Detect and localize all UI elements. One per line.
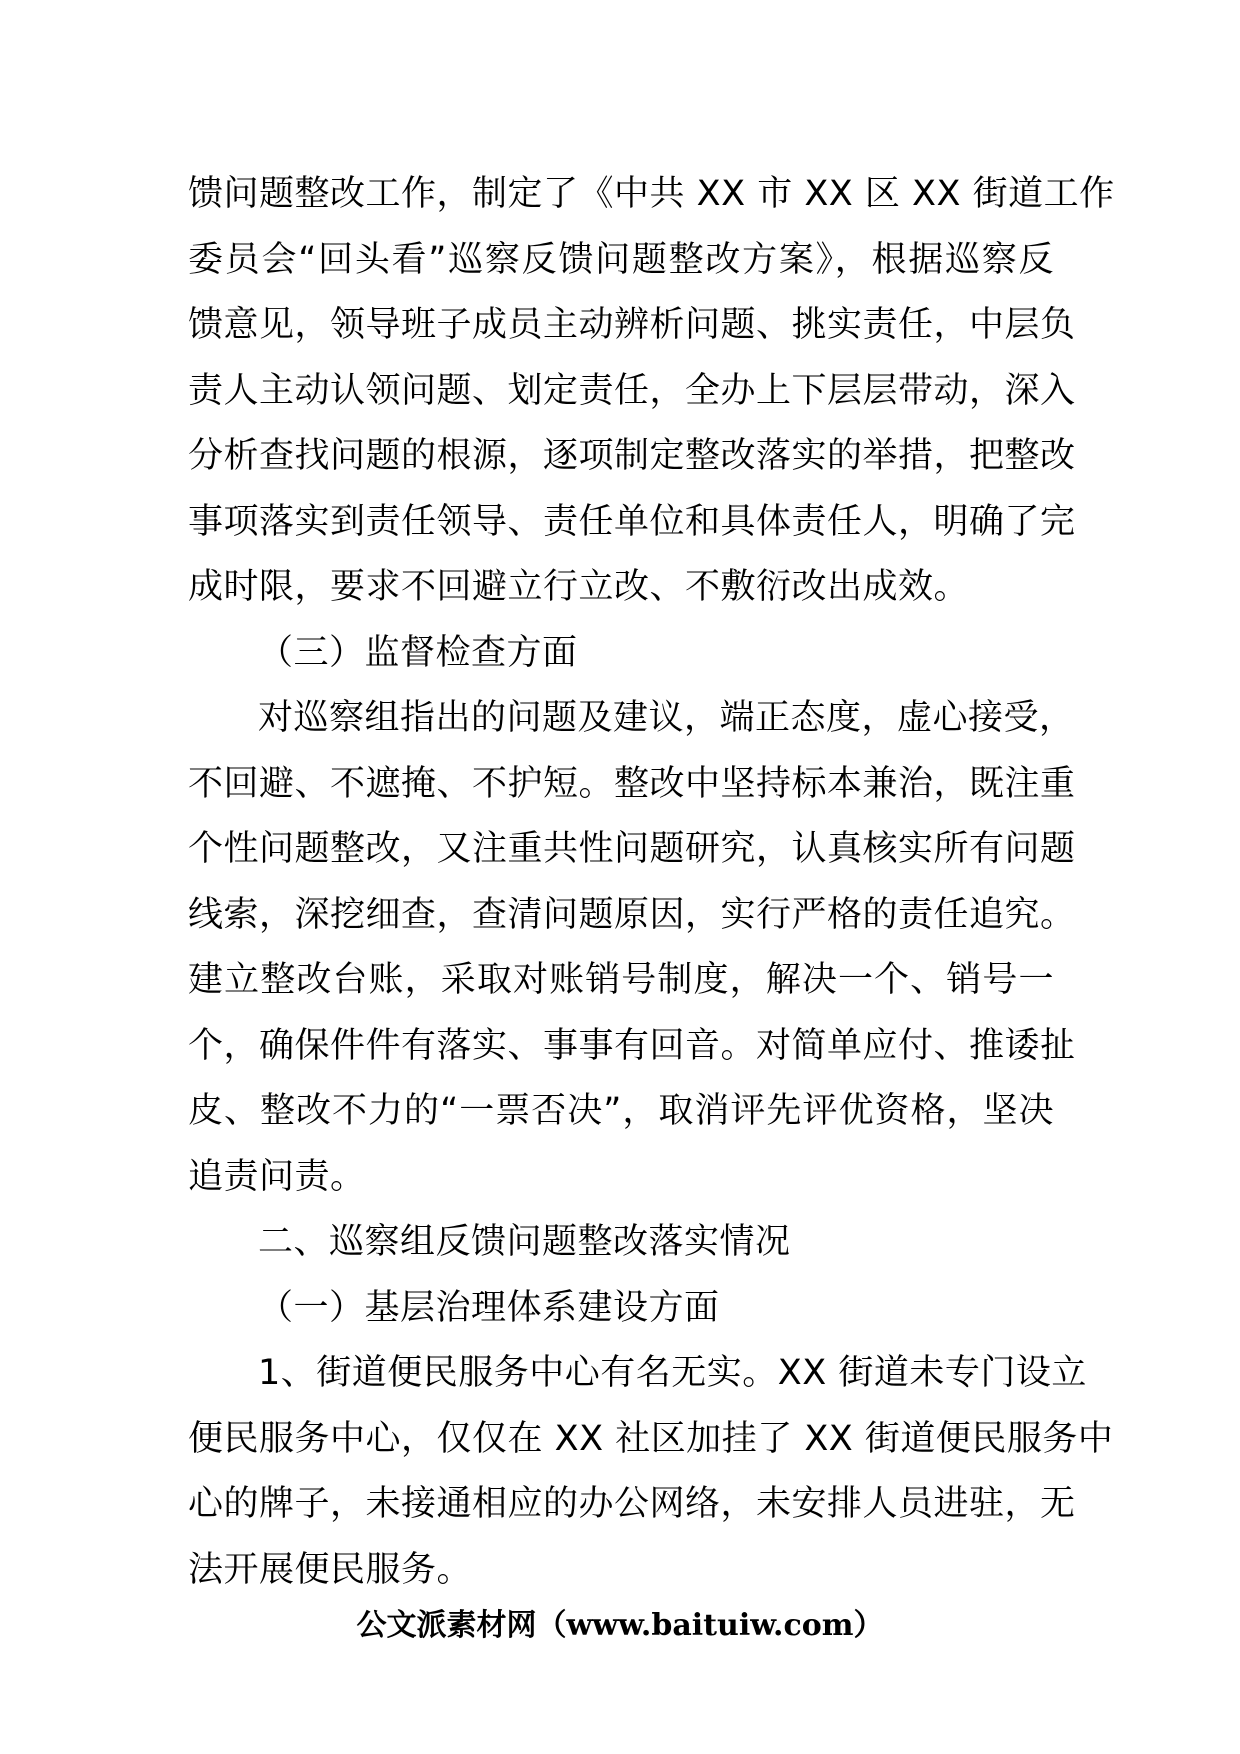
text-line: 个，确保件件有落实、事事有回音。对简单应付、推诿扯 bbox=[188, 1025, 1076, 1066]
section-heading-supervision: （三）监督检查方面 bbox=[258, 632, 578, 673]
text-line: 追责问责。 bbox=[188, 1156, 366, 1197]
text-line: 分析查找问题的根源，逐项制定整改落实的举措，把整改 bbox=[188, 436, 1076, 476]
section-heading-grassroots: （一）基层治理体系建设方面 bbox=[258, 1287, 720, 1328]
text-line: 不回避、不遮掩、不护短。整改中坚持标本兼治，既注重 bbox=[188, 763, 1076, 804]
text-line: 成时限，要求不回避立行立改、不敷衍改出成效。 bbox=[188, 567, 970, 607]
document-body bbox=[188, 162, 1115, 1603]
text-line: 馈意见，领导班子成员主动辨析问题、挑实责任，中层负 bbox=[188, 305, 1076, 345]
text-line: 事项落实到责任领导、责任单位和具体责任人，明确了完 bbox=[188, 501, 1076, 542]
text-line: 个性问题整改，又注重共性问题研究，认真核实所有问题 bbox=[188, 829, 1076, 869]
text-line: 线索，深挖细查，查清问题原因，实行严格的责任追究。 bbox=[188, 894, 1076, 935]
paragraph-item-1 bbox=[188, 1341, 1114, 1603]
text-line: 责人主动认领问题、划定责任，全办上下层层带动，深入 bbox=[188, 370, 1076, 411]
text-line: 建立整改台账，采取对账销号制度，解决一个、销号一 bbox=[188, 960, 1054, 1000]
text-line: 委员会“回头看”巡察反馈问题整改方案》，根据巡察反 bbox=[188, 239, 1054, 280]
section-heading-implementation: 二、巡察组反馈问题整改落实情况 bbox=[258, 1222, 791, 1262]
paragraph-supervision bbox=[188, 686, 1076, 1210]
text-line: 法开展便民服务。 bbox=[188, 1549, 473, 1590]
text-line: 便民服务中心，仅仅在 XX 社区加挂了 XX 街道便民服务中 bbox=[188, 1418, 1114, 1459]
footer-watermark-text: 公文派素材网（www.baituiw.com） bbox=[356, 1608, 884, 1643]
paragraph-rectification-plan bbox=[188, 162, 1115, 621]
text-line: 皮、整改不力的“一票否决”，取消评先评优资格，坚决 bbox=[188, 1091, 1054, 1131]
text-line: 1、街道便民服务中心有名无实。XX 街道未专门设立 bbox=[258, 1353, 1087, 1393]
text-line: 馈问题整改工作，制定了《中共 XX 市 XX 区 XX 街道工作 bbox=[188, 174, 1115, 214]
text-line: 心的牌子，未接通相应的办公网络，未安排人员进驻，无 bbox=[188, 1484, 1076, 1524]
text-line: 对巡察组指出的问题及建议，端正态度，虚心接受， bbox=[258, 698, 1075, 738]
